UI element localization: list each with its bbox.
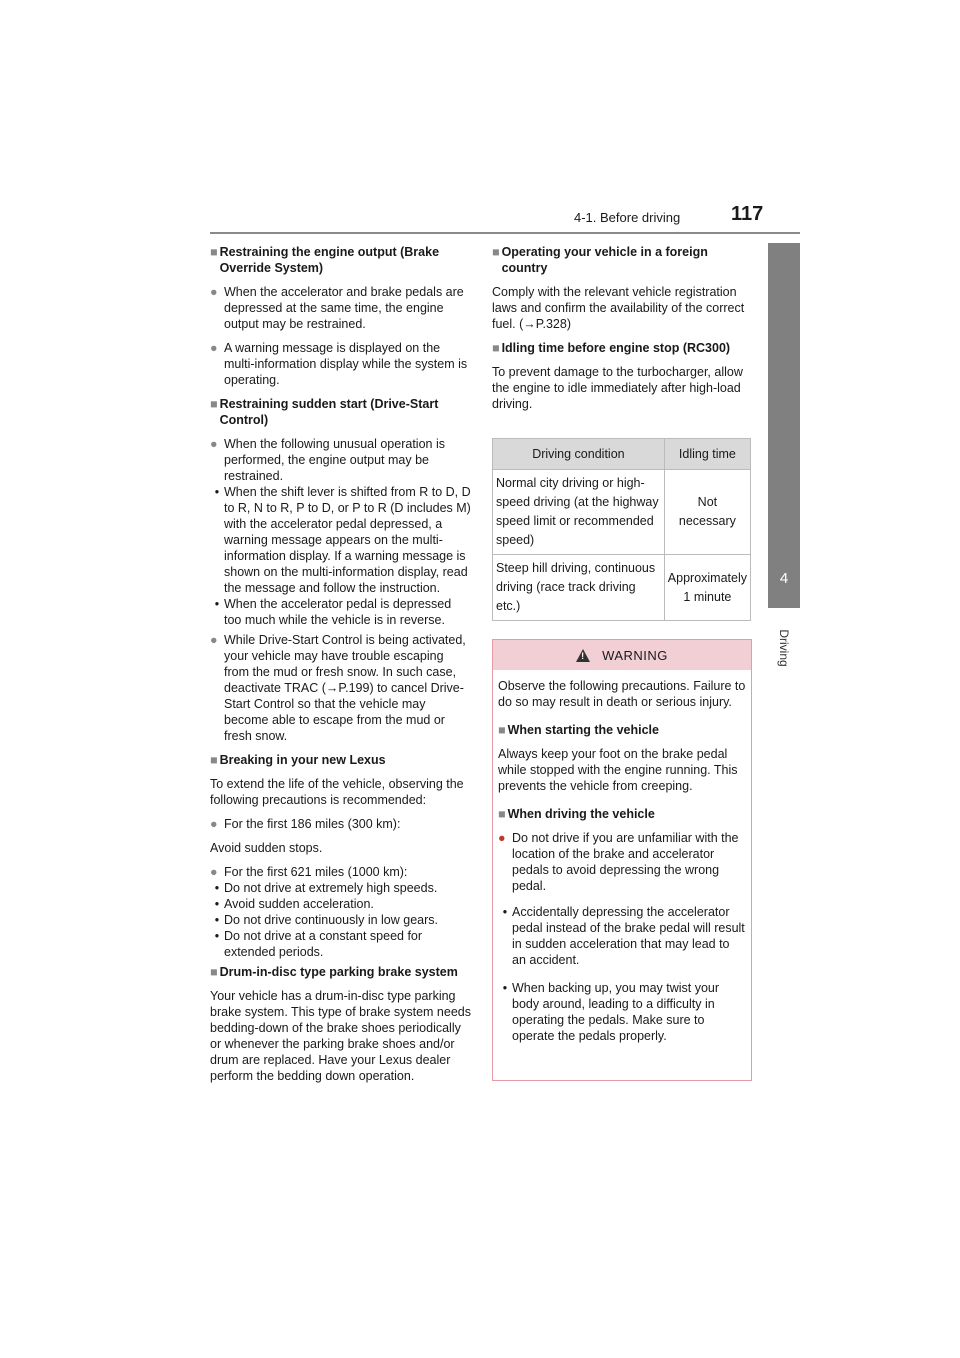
circle-bullet-icon: ● <box>210 437 218 451</box>
table-cell: Normal city driving or high-speed driving (at the highway speed limit or recommended speed) <box>493 470 665 555</box>
list-item: ● Do not drive if you are unfamiliar with the location of the brake and accelerator pedals to avoid depressing the wrong pedal. <box>498 831 739 893</box>
square-bullet-icon: ■ <box>498 723 506 737</box>
square-bullet-icon: ■ <box>210 965 218 979</box>
circle-bullet-icon: ● <box>210 633 218 647</box>
heading-break-in: ■ Breaking in your new Lexus <box>210 753 386 767</box>
circle-bullet-icon: ● <box>210 817 218 831</box>
square-bullet-icon: ■ <box>492 245 500 259</box>
table-header-cell: Idling time <box>664 439 750 470</box>
header-divider <box>210 232 800 234</box>
square-bullet-icon: ■ <box>210 753 218 767</box>
right-column <box>492 244 754 420</box>
heading-starting-vehicle: ■ When starting the vehicle <box>498 723 659 737</box>
sub-list-item: • Accidentally depressing the accelerator pedal instead of the brake pedal will result in sudden acceleration that may lead to an accident. <box>502 905 745 967</box>
sub-list-item: • Do not drive continuously in low gears. <box>214 913 439 927</box>
sub-list-item: • When the shift lever is shifted from R to D, D to R, N to R, P to D, or P to R (D includes M) with the accelerator pedal depressed, a warning message appears on the multi-information display. If a warning message is shown on the multi-information display, read the message and follow the instruction. <box>214 485 471 595</box>
sub-list-item: • Do not drive at a constant speed for extended periods. <box>214 929 423 959</box>
heading-parking-brake: ■ Drum-in-disc type parking brake system <box>210 965 458 979</box>
paragraph: To prevent damage to the turbocharger, allow the engine to idle immediately after high-load driving. <box>492 365 743 411</box>
paragraph: To extend the life of the vehicle, observing the following precautions is recommended: <box>210 777 464 807</box>
list-item: ● When the accelerator and brake pedals are depressed at the same time, the engine output may be restrained. <box>210 285 464 331</box>
warning-triangle-icon <box>576 649 590 662</box>
paragraph: Always keep your foot on the brake pedal while stopped with the engine running. This prevents the vehicle from creeping. <box>498 747 738 793</box>
sub-list-item: • Avoid sudden acceleration. <box>214 897 374 911</box>
circle-bullet-icon: ● <box>210 865 218 879</box>
paragraph: Observe the following precautions. Failure to do so may result in death or serious injury. <box>498 679 746 709</box>
table-row <box>493 470 751 555</box>
circle-bullet-icon: ● <box>210 341 218 355</box>
table-cell: Not necessary <box>664 470 750 555</box>
list-item: ● For the first 186 miles (300 km): <box>210 817 401 831</box>
left-column <box>210 244 472 1092</box>
paragraph: Your vehicle has a drum-in-disc type parking brake system. This type of brake system needs bedding-down of the brake shoes periodically or whenever the parking brake shoes and/or drum are replaced. Have your Lexus dealer perform the bedding down operation. <box>210 989 471 1083</box>
heading-foreign-country: ■ Operating your vehicle in a foreign country <box>492 245 708 275</box>
warning-header <box>493 640 751 670</box>
warning-title: WARNING <box>602 647 668 663</box>
page-number: 117 <box>731 203 764 225</box>
chapter-label: Driving <box>777 629 791 667</box>
list-item: ● While Drive-Start Control is being activated, your vehicle may have trouble escaping from the mud or fresh snow. In such case, deactivate TRAC (→P.199) to cancel Drive-Start Control so that the vehicle may become able to escape from the mud or fresh snow. <box>210 633 466 743</box>
heading-driving-vehicle: ■ When driving the vehicle <box>498 807 655 821</box>
circle-bullet-icon: ● <box>210 285 218 299</box>
list-item: ● When the following unusual operation is performed, the engine output may be restrained. <box>210 437 445 483</box>
list-item: ● A warning message is displayed on the multi-information display while the system is operating. <box>210 341 468 387</box>
idling-time-table <box>492 438 751 621</box>
table-row <box>493 555 751 621</box>
list-item: ● For the first 621 miles (1000 km): <box>210 865 408 879</box>
table-header-cell: Driving condition <box>493 439 665 470</box>
paragraph: Comply with the relevant vehicle registration laws and confirm the availability of the correct fuel. (→P.328) <box>492 285 745 331</box>
warning-body <box>493 670 751 1044</box>
sub-list-item: • Do not drive at extremely high speeds. <box>214 881 438 895</box>
chapter-number: 4 <box>779 570 789 587</box>
square-bullet-icon: ■ <box>492 341 500 355</box>
heading-drive-start: ■ Restraining sudden start (Drive-Start Control) <box>210 397 439 427</box>
sub-list-item: • When backing up, you may twist your body around, leading to a difficulty in operating the pedals. Make sure to operate the pedals properly. <box>502 981 720 1043</box>
square-bullet-icon: ■ <box>498 807 506 821</box>
section-title: 4-1. Before driving <box>574 210 681 225</box>
sub-list-item: • When the accelerator pedal is depressed too much while the vehicle is in reverse. <box>214 597 452 627</box>
paragraph: Avoid sudden stops. <box>210 841 323 855</box>
table-cell: Approximately 1 minute <box>664 555 750 621</box>
heading-idling-time: ■ Idling time before engine stop (RC300) <box>492 341 731 355</box>
chapter-tab <box>768 243 800 608</box>
table-header-row <box>493 439 751 470</box>
warning-box <box>492 639 752 1081</box>
circle-bullet-icon: ● <box>498 831 506 845</box>
square-bullet-icon: ■ <box>210 397 218 411</box>
square-bullet-icon: ■ <box>210 245 218 259</box>
heading-brake-override: ■ Restraining the engine output (Brake Override System) <box>210 245 440 275</box>
table-cell: Steep hill driving, continuous driving (race track driving etc.) <box>493 555 665 621</box>
